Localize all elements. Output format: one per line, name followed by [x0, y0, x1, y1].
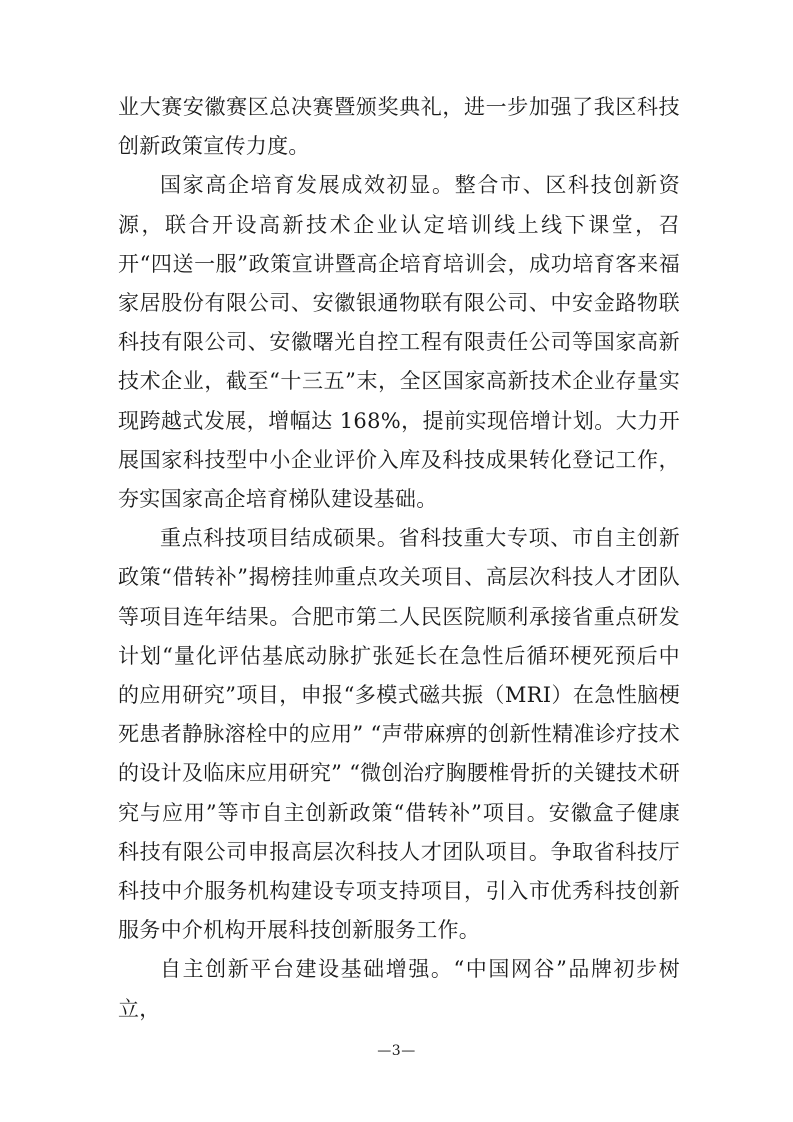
paragraph-1-text: 业大赛安徽赛区总决赛暨颁奖典礼，进一步加强了我区科技创新政策宣传力度。 — [118, 95, 680, 159]
body-text — [118, 88, 680, 1029]
paragraph-4-lead: 自主创新平台建设基础增强。 — [160, 957, 454, 982]
paragraph-4 — [118, 950, 680, 1028]
paragraph-2-text: 整合市、区科技创新资源，联合开设高新技术企业认定培训线上线下课堂，召开“四送一服”政策宣讲暨高企培育培训会，成功培育客来福家居股份有限公司、安徽银通物联有限公司、中安金路物联科技有限公司、安徽曙光自控工程有限责任公司等国家高新技术企业，截至“十三五”末，全区国家高新技术企业存量实现跨越式发展，增幅达 168%，提前实现倍增计划。大力开展国家科技型中小企业评价入库及科技成果转化登记工作，夯实国家高企培育梯队建设基础。 — [118, 173, 680, 512]
page-number: —3— — [377, 1043, 416, 1059]
paragraph-2-lead: 国家高企培育发展成效初显。 — [160, 173, 455, 198]
paragraph-3-text: 省科技重大专项、市自主创新政策“借转补”揭榜挂帅重点攻关项目、高层次科技人才团队等项目连年结果。合肥市第二人民医院顺利承接省重点研发计划“量化评估基底动脉扩张延长在急性后循环梗死预后中的应用研究”项目，申报“多模式磁共振（MRI）在急性脑梗死患者静脉溶栓中的应用” “声带麻痹的创新性精准诊疗技术的设计及临床应用研究” “微创治疗胸腰椎骨折的关键技术研究与应用”等市自主创新政策“借转补”项目。安徽盒子健康科技有限公司申报高层次科技人才团队项目。争取省科技厅科技中介服务机构建设专项支持项目，引入市优秀科技创新服务中介机构开展科技创新服务工作。 — [118, 526, 680, 943]
paragraph-3 — [118, 519, 680, 950]
paragraph-2 — [118, 166, 680, 519]
paragraph-1 — [118, 88, 680, 166]
paragraph-3-lead: 重点科技项目结成硕果。 — [160, 526, 399, 551]
paragraph-4-text: “中国网谷”品牌初步树立， — [118, 957, 680, 1021]
